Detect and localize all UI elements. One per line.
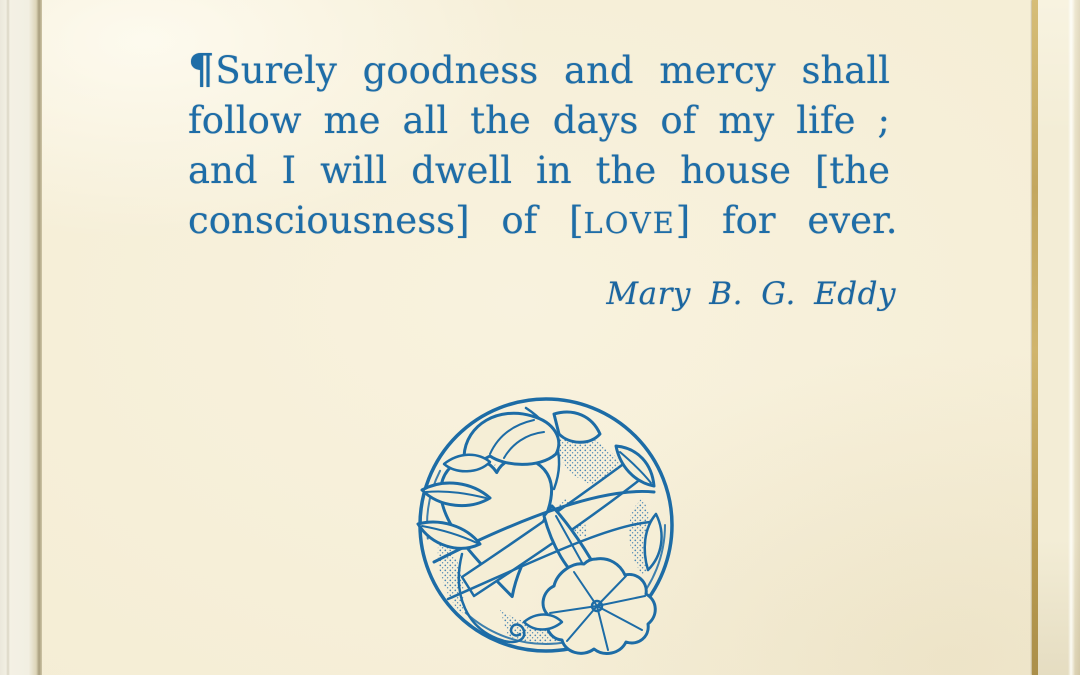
attribution-signature: Mary B. G. Eddy xyxy=(606,276,896,312)
quote-line-3: and I will dwell in the house [the xyxy=(188,149,890,192)
paragraph-mark-icon: ¶ xyxy=(188,44,214,93)
quote-line-4 xyxy=(188,196,898,248)
quote-line-1-text: Surely goodness and mercy shall xyxy=(215,49,890,92)
quote-line-4-after: ] for ever. xyxy=(675,199,898,242)
underlying-page-edge xyxy=(1038,0,1080,675)
quote-line-2: follow me all the days of my life ; xyxy=(188,99,890,142)
quote-line-1 xyxy=(188,44,890,96)
heart-flower-medallion-icon xyxy=(404,394,688,660)
quote-block xyxy=(188,44,898,248)
love-smallcaps: LOVE xyxy=(583,206,676,240)
quote-line-4-before: consciousness] of [ xyxy=(188,199,584,242)
card-left-deckle-edge xyxy=(0,0,42,675)
